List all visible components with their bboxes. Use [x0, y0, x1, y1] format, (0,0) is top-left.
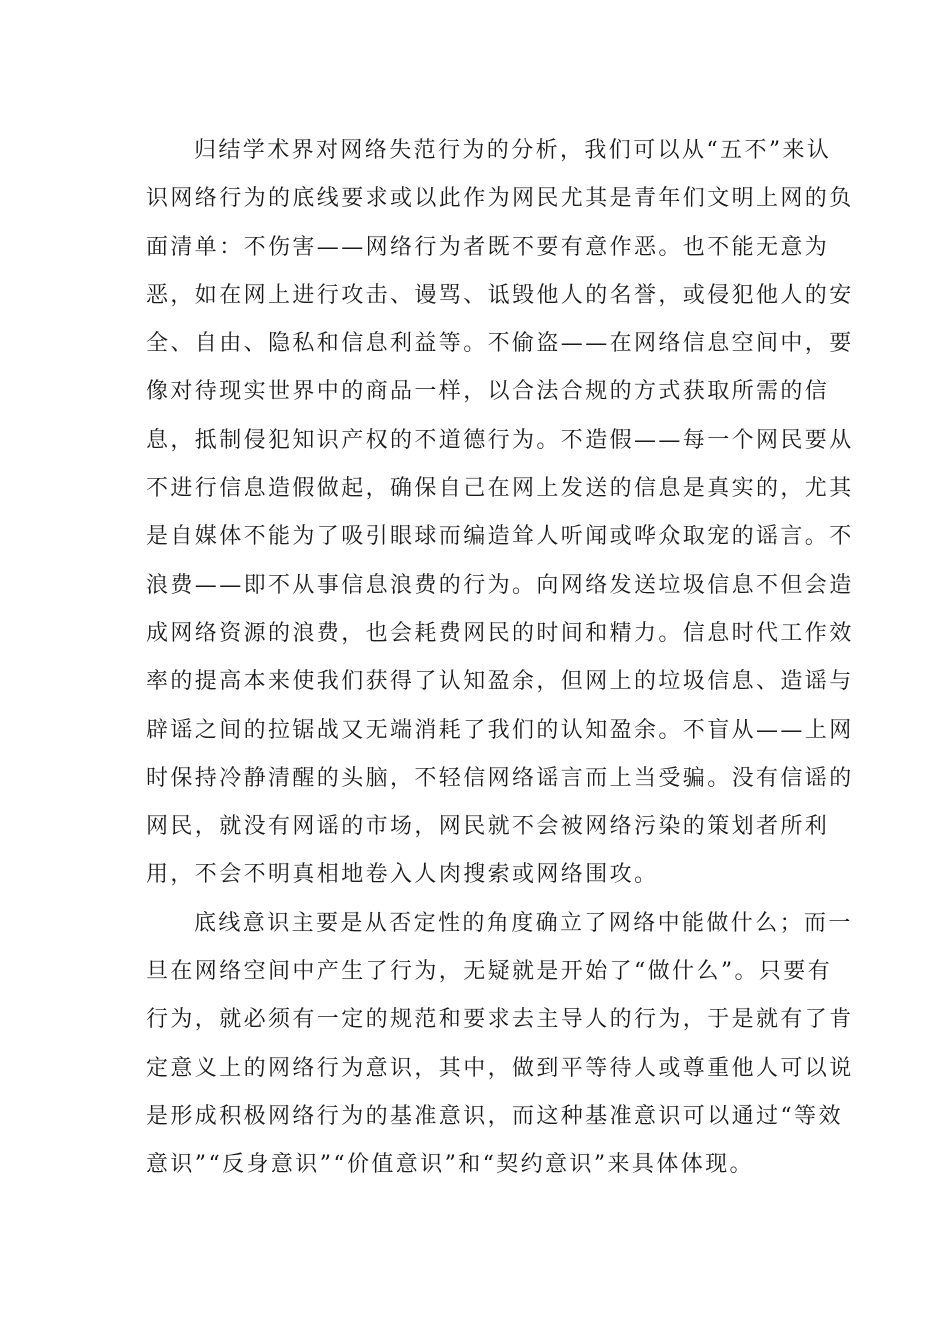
paragraph-2 [146, 900, 854, 1190]
text-line: 全、自由、隐私和信息利益等。不偷盗——在网络信息空间中，要 [146, 331, 854, 357]
text-line: 成网络资源的浪费，也会耗费网民的时间和精力。信息时代工作效 [146, 620, 854, 646]
text-line: 是形成积极网络行为的基准意识，而这种基准意识可以通过“等效 [146, 1103, 843, 1129]
text-line: 定意义上的网络行为意识，其中，做到平等待人或尊重他人可以说 [146, 1055, 854, 1081]
text-line: 行为，就必须有一定的规范和要求去主导人的行为，于是就有了肯 [146, 1007, 854, 1033]
text-line: 率的提高本来使我们获得了认知盈余，但网上的垃圾信息、造谣与 [146, 669, 854, 695]
text-line: 底线意识主要是从否定性的角度确立了网络中能做什么；而一 [194, 910, 853, 936]
text-line: 用，不会不明真相地卷入人肉搜索或网络围攻。 [146, 862, 659, 888]
text-line: 网民，就没有网谣的市场，网民就不会被网络污染的策划者所利 [146, 814, 830, 840]
text-line: 浪费——即不从事信息浪费的行为。向网络发送垃圾信息不但会造 [146, 572, 854, 598]
text-line: 恶，如在网上进行攻击、谩骂、诋毁他人的名誉，或侵犯他人的安 [146, 282, 854, 308]
text-line: 息，抵制侵犯知识产权的不道德行为。不造假——每一个网民要从 [146, 427, 854, 453]
text-line: 时保持冷静清醒的头脑，不轻信网络谣言而上当受骗。没有信谣的 [146, 765, 854, 791]
text-line: 辟谣之间的拉锯战又无端消耗了我们的认知盈余。不盲从——上网 [146, 717, 854, 743]
paragraph-1 [146, 127, 854, 900]
text-line: 是自媒体不能为了吸引眼球而编造耸人听闻或哗众取宠的谣言。不 [146, 524, 854, 550]
document-body [146, 127, 854, 1190]
text-line: 意识”“反身意识”“价值意识”和“契约意识”来具体体现。 [146, 1152, 754, 1178]
text-line: 识网络行为的底线要求或以此作为网民尤其是青年们文明上网的负 [146, 186, 854, 212]
text-line: 不进行信息造假做起，确保自己在网上发送的信息是真实的，尤其 [146, 476, 854, 502]
text-line: 旦在网络空间中产生了行为，无疑就是开始了“做什么”。只要有 [146, 959, 833, 985]
text-line: 面清单：不伤害——网络行为者既不要有意作恶。也不能无意为 [146, 234, 830, 260]
text-line: 归结学术界对网络失范行为的分析，我们可以从“五不”来认 [194, 138, 832, 163]
text-line: 像对待现实世界中的商品一样，以合法合规的方式获取所需的信 [146, 379, 830, 405]
